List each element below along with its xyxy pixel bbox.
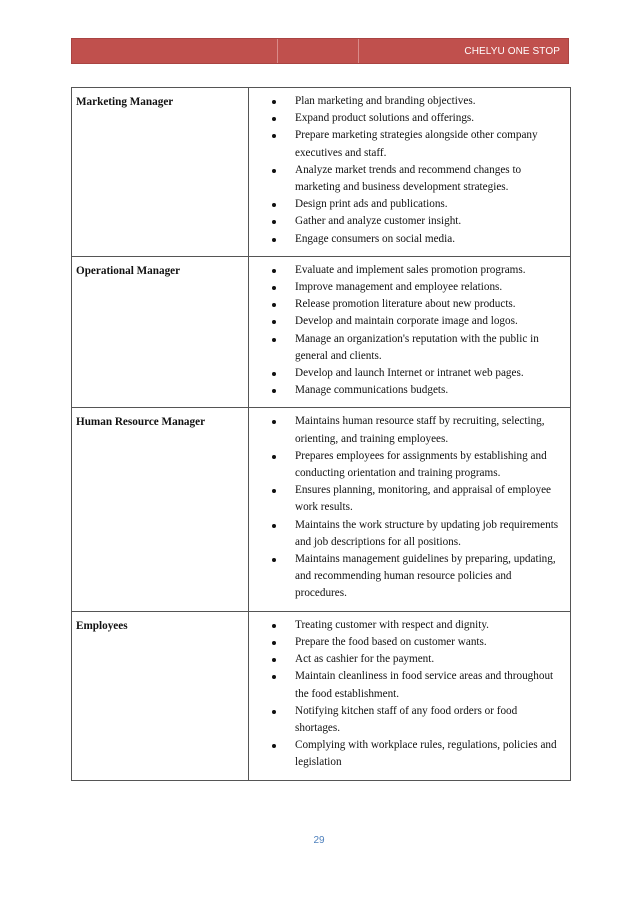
duty-item: Maintains human resource staff by recruiting, selecting, orienting, and training employees. — [295, 413, 562, 447]
duty-item: Analyze market trends and recommend changes to marketing and business development strategies. — [295, 162, 562, 196]
duties-cell — [249, 611, 571, 780]
duty-item: Engage consumers on social media. — [295, 231, 562, 248]
duty-item: Treating customer with respect and dignity. — [295, 617, 562, 634]
role-cell: Operational Manager — [72, 256, 249, 408]
page-header-bar — [71, 38, 569, 64]
table-row — [72, 88, 571, 257]
duty-item: Manage an organization's reputation with the public in general and clients. — [295, 331, 562, 365]
duties-cell — [249, 88, 571, 257]
table-row — [72, 611, 571, 780]
header-segment — [72, 39, 278, 63]
duty-item: Manage communications budgets. — [295, 382, 562, 399]
duties-cell — [249, 256, 571, 408]
duty-list — [253, 93, 562, 248]
role-cell: Human Resource Manager — [72, 408, 249, 611]
duty-item: Maintains the work structure by updating job requirements and job descriptions for all positions. — [295, 517, 562, 551]
role-cell: Marketing Manager — [72, 88, 249, 257]
header-segment — [278, 39, 359, 63]
duty-item: Act as cashier for the payment. — [295, 651, 562, 668]
table-row — [72, 256, 571, 408]
duty-item: Release promotion literature about new products. — [295, 296, 562, 313]
table-row — [72, 408, 571, 611]
duty-item: Develop and maintain corporate image and logos. — [295, 313, 562, 330]
duty-item: Notifying kitchen staff of any food orders or food shortages. — [295, 703, 562, 737]
duty-item: Prepare the food based on customer wants. — [295, 634, 562, 651]
duty-item: Improve management and employee relations. — [295, 279, 562, 296]
duty-list — [253, 617, 562, 772]
duty-item: Prepare marketing strategies alongside other company executives and staff. — [295, 127, 562, 161]
duty-item: Maintain cleanliness in food service areas and throughout the food establishment. — [295, 668, 562, 702]
header-segment — [359, 39, 568, 63]
duty-item: Ensures planning, monitoring, and appraisal of employee work results. — [295, 482, 562, 516]
page-number: 29 — [313, 835, 325, 846]
duty-item: Design print ads and publications. — [295, 196, 562, 213]
duty-item: Evaluate and implement sales promotion programs. — [295, 262, 562, 279]
duty-item: Complying with workplace rules, regulations, policies and legislation — [295, 737, 562, 771]
duty-item: Gather and analyze customer insight. — [295, 213, 562, 230]
duty-item: Plan marketing and branding objectives. — [295, 93, 562, 110]
duty-item: Prepares employees for assignments by establishing and conducting orientation and training programs. — [295, 448, 562, 482]
roles-table — [71, 87, 571, 781]
duty-item: Maintains management guidelines by preparing, updating, and recommending human resource policies and procedures. — [295, 551, 562, 603]
header-title: CHELYU ONE STOP — [464, 45, 560, 57]
role-cell: Employees — [72, 611, 249, 780]
duty-item: Develop and launch Internet or intranet web pages. — [295, 365, 562, 382]
duties-cell — [249, 408, 571, 611]
duty-item: Expand product solutions and offerings. — [295, 110, 562, 127]
duty-list — [253, 413, 562, 602]
duty-list — [253, 262, 562, 400]
